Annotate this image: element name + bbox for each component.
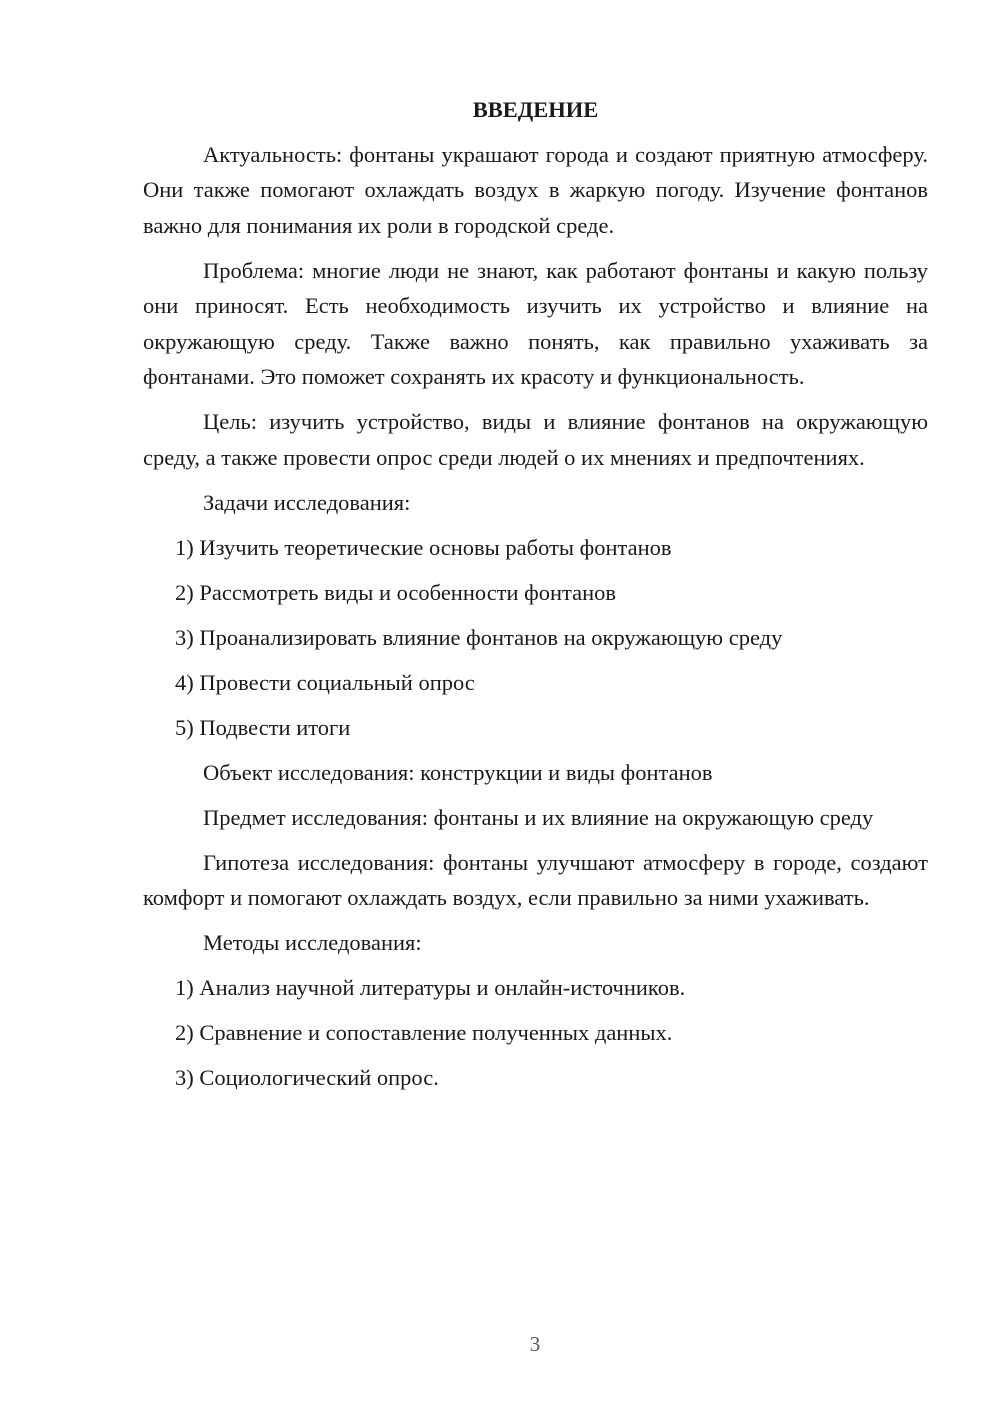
object-line: Объект исследования: конструкции и виды фонтанов [203,759,713,785]
subject-paragraph: Предмет исследования: фонтаны и их влияние на окружающую среду [203,804,874,830]
method-item-3: 3) Социологический опрос. [175,1065,439,1090]
task-item-3: 3) Проанализировать влияние фонтанов на окружающую среду [175,624,783,650]
hypothesis-paragraph: Гипотеза исследования: фонтаны улучшают атмосферу в городе, создают комфорт и помогают охлаждать воздух, если правильно за ними ухаживать. [143,849,928,910]
task-item-1: 1) Изучить теоретические основы работы фонтанов [175,534,672,560]
task-item-4: 4) Провести социальный опрос [175,669,475,695]
method-item-1: 1) Анализ научной литературы и онлайн-источников. [175,975,686,1000]
problem-paragraph: Проблема: многие люди не знают, как работают фонтаны и какую пользу они приносят. Есть необходимость изучить их устройство и влияние на окружающую среду. Также важно понять, как правильно ухаживать за фонтанами. Это поможет сохранять их красоту и функциональность. [143,257,928,389]
page-title: ВВЕДЕНИЕ [472,97,599,122]
method-item-2: 2) Сравнение и сопоставление полученных данных. [175,1020,673,1045]
goal-paragraph: Цель: изучить устройство, виды и влияние фонтанов на окружающую среду, а также провести опрос среди людей о их мнениях и предпочтениях. [143,409,928,470]
tasks-label: Задачи исследования: [203,489,411,515]
page-number: 3 [529,1332,541,1356]
task-item-5: 5) Подвести итоги [175,714,351,740]
relevance-paragraph: Актуальность: фонтаны украшают города и создают приятную атмосферу. Они также помогают охлаждать воздух в жаркую погоду. Изучение фонтанов важно для понимания их роли в городской среде. [143,141,928,238]
methods-label: Методы исследования: [203,930,422,955]
document-page [143,92,928,1105]
task-item-2: 2) Рассмотреть виды и особенности фонтанов [175,579,617,605]
